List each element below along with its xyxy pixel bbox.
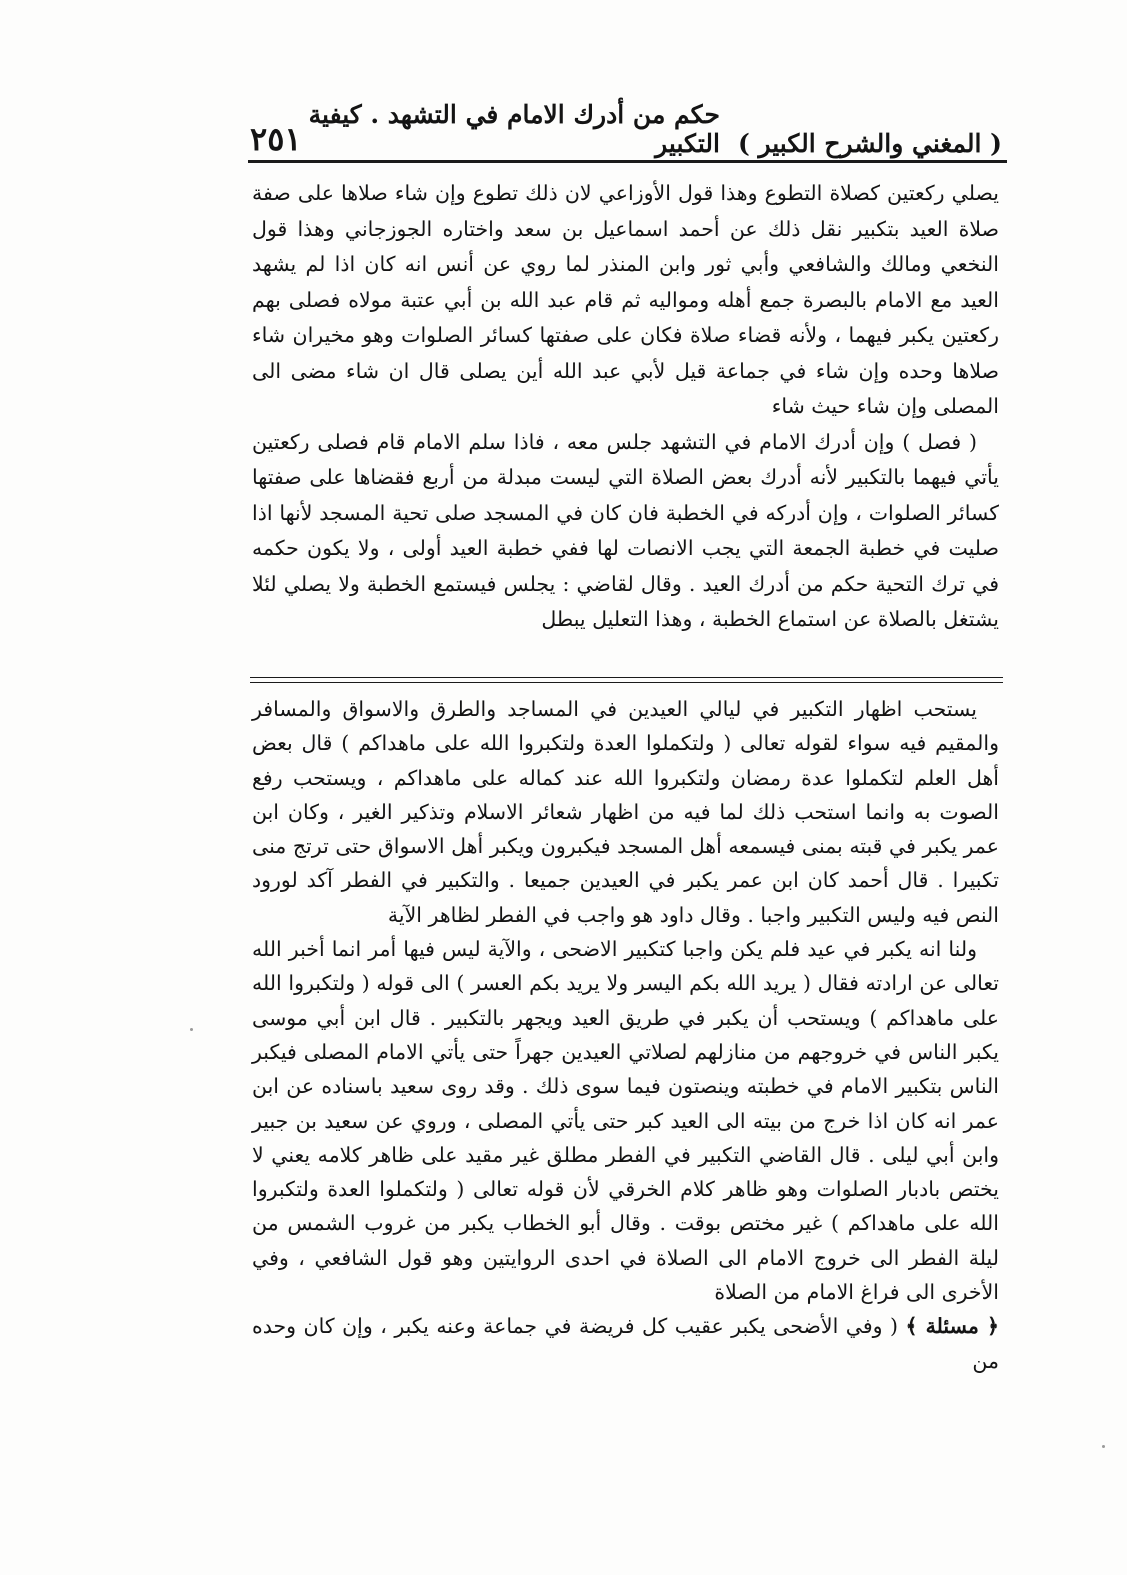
paragraph: ولنا انه يكبر في عيد فلم يكن واجبا كتكبير الاضحى ، والآية ليس فيها أمر انما أخبر الله تعالى عن ارادته فقال ( يريد الله بكم اليسر ولا يريد بكم العسر ) الى قوله ( ولتكبروا الله على ماهداكم ) ويستحب أن يكبر في طريق العيد ويجهر بالتكبير . قال ابن أبي موسى يكبر الناس في خروجهم من منازلهم لصلاتي العيدين جهراً حتى يأتي الامام المصلى فيكبر الناس بتكبير الامام في خطبته وينصتون فيما سوى ذلك . وقد روى سعيد باسناده عن ابن عمر انه كان اذا خرج من بيته الى العيد كبر حتى يأتي المصلى ، وروي عن سعيد بن جبير وابن أبي ليلى . قال القاضي التكبير في الفطر مطلق غير مقيد على ظاهر كلامه يعني لا يختص بادبار الصلوات وهو ظاهر كلام الخرقي لأن قوله تعالى ( ولتكملوا العدة ولتكبروا الله على ماهداكم ) غير مختص بوقت . وقال أبو الخطاب يكبر من غروب الشمس من ليلة الفطر الى خروج الامام الى الصلاة في احدى الروايتين وهو قول الشافعي ، وفي الأخرى الى فراغ الامام من الصلاة xyxy=(252,937,999,1305)
book-title: ( المغني والشرح الكبير ) xyxy=(737,129,1002,158)
paragraph: ( فصل ) وإن أدرك الامام في التشهد جلس معه ، فاذا سلم الامام قام فصلى ركعتين يأتي فيهما بالتكبير لأنه أدرك بعض الصلاة التي ليست مبدلة من أربع فقضاها على صفتها كسائر الصلوات ، وإن أدركه في الخطبة فان كان في المسجد صلى تحية المسجد لأنها اذا صليت في خطبة الجمعة التي يجب الانصات لها ففي خطبة العيد أولى ، ولا يكون حكمه في ترك التحية حكم من أدرك العيد . وقال لقاضي : يجلس فيستمع الخطبة ولا يصلي لئلا يشتغل بالصلاة عن استماع الخطبة ، وهذا التعليل يبطل xyxy=(252,429,999,631)
masala-paragraph xyxy=(252,1309,999,1378)
page-header xyxy=(250,100,1002,158)
masala-text: ( وفي الأضحى يكبر عقيب كل فريضة في جماعة وعنه يكبر ، وإن كان وحده من xyxy=(252,1314,999,1373)
main-text xyxy=(252,176,999,638)
scan-speck xyxy=(1102,1445,1105,1448)
page-number: ٢٥١ xyxy=(250,120,302,158)
commentary-text xyxy=(252,692,999,1378)
paragraph: يستحب اظهار التكبير في ليالي العيدين في المساجد والطرق والاسواق والمسافر والمقيم فيه سواء لقوله تعالى ( ولتكملوا العدة ولتكبروا الله على ماهداكم ) قال بعض أهل العلم لتكملوا عدة رمضان ولتكبروا الله عند كماله على ماهداكم ، ويستحب رفع الصوت به وانما استحب ذلك لما فيه من اظهار شعائر الاسلام وتذكير الغير ، وكان ابن عمر يكبر في قبته بمنى فيسمعه أهل المسجد فيكبرون ويكبر أهل الاسواق حتى ترتج منى تكبيرا . قال أحمد كان ابن عمر يكبر في العيدين جميعا . والتكبير في الفطر آكد لورود النص فيه وليس التكبير واجبا . وقال داود هو واجب في الفطر لظاهر الآية xyxy=(252,697,999,927)
section-divider xyxy=(250,682,1003,683)
masala-label: ﴿ مسئلة ﴾ xyxy=(905,1314,999,1339)
header-rule xyxy=(248,160,1007,163)
scan-speck xyxy=(190,1028,193,1031)
section-divider xyxy=(250,677,1003,678)
paragraph: يصلي ركعتين كصلاة التطوع وهذا قول الأوزاعي لان ذلك تطوع وإن شاء صلاها على صفة صلاة العيد بتكبير نقل ذلك عن أحمد اسماعيل بن سعد واختاره الجوزجاني وهذا قول النخعي ومالك والشافعي وأبي ثور وابن المنذر لما روي عن أنس انه كان اذا لم يشهد العيد مع الامام بالبصرة جمع أهله ومواليه ثم قام عبد الله بن أبي عتبة مولاه فصلى بهم ركعتين يكبر فيهما ، ولأنه قضاء صلاة فكان على صفتها كسائر الصلوات وهو مخيران شاء صلاها وحده وإن شاء في جماعة قيل لأبي عبد الله أين يصلى قال ان شاء مضى الى المصلى وإن شاء حيث شاء xyxy=(252,181,999,418)
running-topic: حكم من أدرك الامام في التشهد . كيفية التكبير xyxy=(308,100,720,158)
